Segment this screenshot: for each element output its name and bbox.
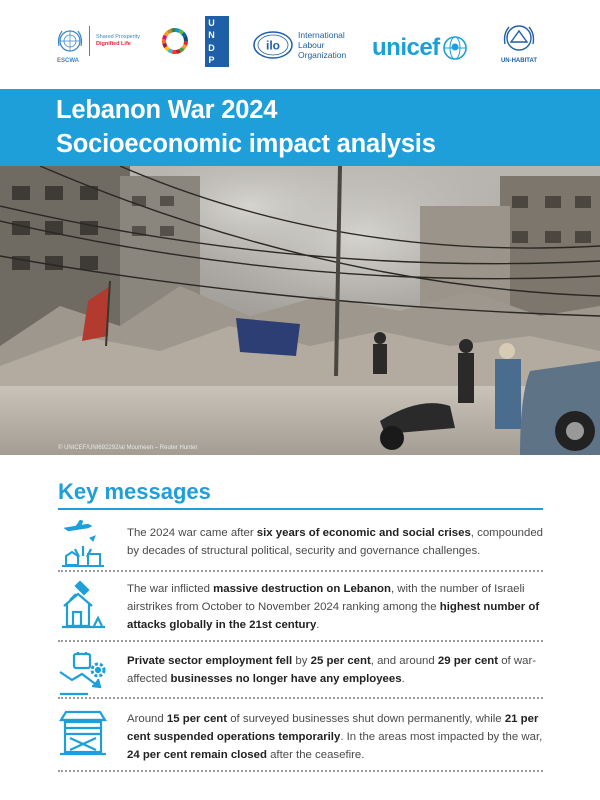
body-text: by — [292, 655, 311, 667]
key-message-text — [127, 524, 543, 560]
escwa-tagline: Shared Prosperity Dignified Life — [96, 34, 141, 47]
body-text: after the ceasefire. — [266, 749, 365, 761]
body-text: of war-affected — [127, 655, 537, 685]
closed-shop-icon — [58, 708, 108, 758]
employment-decline-icon — [58, 650, 108, 700]
escwa-logo — [55, 26, 190, 64]
key-messages-rule — [58, 508, 543, 510]
ilo-emblem-icon — [252, 30, 294, 60]
ilo-logo — [252, 30, 346, 60]
un-habitat-logo — [500, 22, 538, 64]
key-message-text — [127, 710, 543, 764]
body-text: The war inflicted — [127, 583, 214, 595]
report-title-line-1: Lebanon War 2024 — [56, 96, 278, 124]
emphasis-text: 25 per cent — [310, 655, 371, 667]
emphasis-text: 15 per cent — [166, 713, 228, 725]
body-text: of surveyed businesses shut down permanently, while — [227, 713, 505, 725]
svg-text:ilo: ilo — [266, 38, 280, 53]
message-separator — [58, 570, 543, 572]
body-text: , compounded by decades of structural political, security and governance challenges. — [127, 527, 543, 557]
un-emblem-icon — [55, 26, 85, 56]
destroyed-street-photo — [0, 166, 600, 455]
logo-divider — [89, 26, 90, 56]
unicef-logo — [372, 34, 468, 62]
emphasis-text: Private sector employment fell — [127, 655, 293, 667]
destroyed-house-icon — [58, 580, 108, 630]
emphasis-text: 24 per cent remain closed — [127, 749, 267, 761]
body-text: Around — [127, 713, 167, 725]
habitat-label: UN-HABITAT — [500, 58, 538, 64]
body-text: , with the number of Israeli airstrikes from October to November 2024 ranking among the — [127, 583, 525, 613]
sdg-wheel-icon — [160, 26, 190, 56]
cover-photo — [0, 166, 600, 455]
key-message-text — [127, 580, 543, 634]
body-text: . — [316, 619, 320, 631]
undp-letter: P — [208, 54, 215, 65]
emphasis-text: six years of economic and social crises — [256, 527, 471, 539]
body-text: The 2024 war came after — [127, 527, 257, 539]
body-text: . — [401, 673, 405, 685]
report-title-line-2: Socioeconomic impact analysis — [56, 130, 436, 158]
emphasis-text: businesses no longer have any employees — [170, 673, 402, 685]
emphasis-text: highest number of attacks globally in the 21st century — [127, 601, 540, 631]
unicef-wordmark: unicef — [372, 34, 440, 61]
photo-credit: © UNICEF/UNI692292/al Moumeen – Reuter Hunter — [58, 445, 198, 451]
unicef-globe-icon — [442, 35, 468, 61]
escwa-label: ESCWA — [57, 58, 80, 64]
habitat-emblem-icon — [500, 22, 538, 56]
undp-letter: U — [208, 18, 215, 29]
body-text: , and around — [370, 655, 438, 667]
emphasis-text: massive destruction on Lebanon — [213, 583, 391, 595]
emphasis-text: 21 per cent suspended operations temporarily — [127, 713, 539, 743]
airstrike-icon — [58, 520, 108, 570]
undp-letter: D — [208, 42, 215, 53]
key-message-text — [127, 652, 543, 688]
undp-letter: N — [208, 30, 215, 41]
title-banner — [0, 89, 600, 166]
message-separator — [58, 770, 543, 772]
emphasis-text: 29 per cent — [437, 655, 499, 667]
body-text: . In the areas most impacted by the war, — [340, 731, 543, 743]
message-separator — [58, 640, 543, 642]
message-separator — [58, 697, 543, 699]
undp-logo — [205, 16, 229, 67]
partner-logos-bar — [0, 0, 600, 88]
ilo-name: International Labour Organization — [298, 30, 347, 60]
key-messages-heading: Key messages — [58, 479, 211, 504]
